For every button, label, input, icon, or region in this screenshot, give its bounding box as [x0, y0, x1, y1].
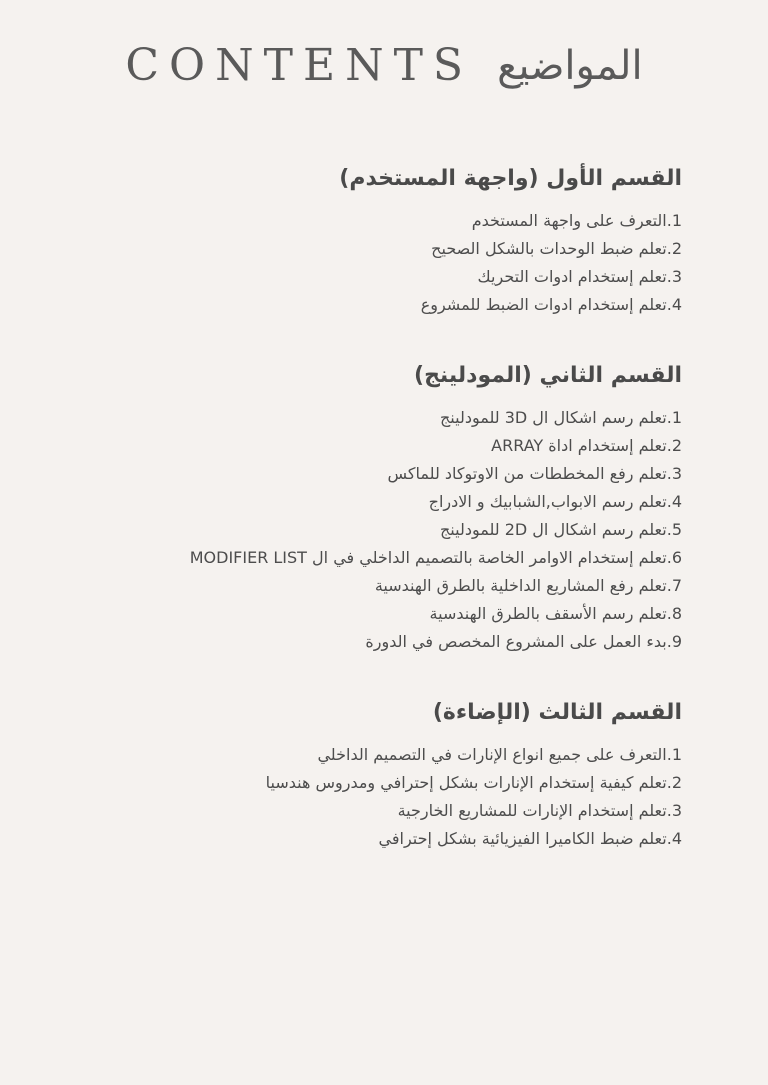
list-item: 5.تعلم رسم اشكال ال 2D للمودلينج — [439, 520, 682, 539]
list-item: 6.تعلم إستخدام الاوامر الخاصة بالتصميم الداخلي في ال MODIFIER LIST — [189, 548, 682, 567]
section-modeling — [100, 363, 682, 656]
list-item: 1.التعرف على جميع انواع الإنارات في التصميم الداخلي — [317, 745, 682, 764]
section-heading: القسم الثالث (الإضاءة) — [432, 700, 682, 725]
section-heading: القسم الثاني (المودلينج) — [414, 363, 682, 388]
page-title — [80, 40, 688, 91]
list-item: 1.التعرف على واجهة المستخدم — [471, 211, 682, 230]
list-item: 2.تعلم إستخدام اداة ARRAY — [491, 436, 682, 455]
list-item: 3.تعلم رفع المخططات من الاوتوكاد للماكس — [387, 464, 682, 483]
list-item: 4.تعلم إستخدام ادوات الضبط للمشروع — [420, 295, 682, 314]
list-item: 2.تعلم ضبط الوحدات بالشكل الصحيح — [431, 239, 682, 258]
list-item: 8.تعلم رسم الأسقف بالطرق الهندسية — [429, 604, 682, 623]
page-title-arabic: المواضيع — [497, 42, 643, 89]
section-lighting — [100, 700, 682, 853]
list-item: 9.بدء العمل على المشروع المخصص في الدورة — [365, 632, 682, 651]
section-user-interface — [100, 166, 682, 319]
list-item: 3.تعلم إستخدام الإنارات للمشاريع الخارجية — [397, 801, 682, 820]
list-item: 4.تعلم رسم الابواب,الشبابيك و الادراج — [428, 492, 682, 511]
list-item: 1.تعلم رسم اشكال ال 3D للمودلينج — [439, 408, 682, 427]
list-item: 3.تعلم إستخدام ادوات التحريك — [477, 267, 682, 286]
section-heading: القسم الأول (واجهة المستخدم) — [339, 166, 682, 191]
list-item: 7.تعلم رفع المشاريع الداخلية بالطرق الهندسية — [374, 576, 682, 595]
page-title-english: CONTENTS — [125, 40, 474, 91]
list-item: 2.تعلم كيفية إستخدام الإنارات بشكل إحترافي ومدروس هندسيا — [265, 773, 682, 792]
list-item: 4.تعلم ضبط الكاميرا الفيزيائية بشكل إحترافي — [378, 829, 682, 848]
